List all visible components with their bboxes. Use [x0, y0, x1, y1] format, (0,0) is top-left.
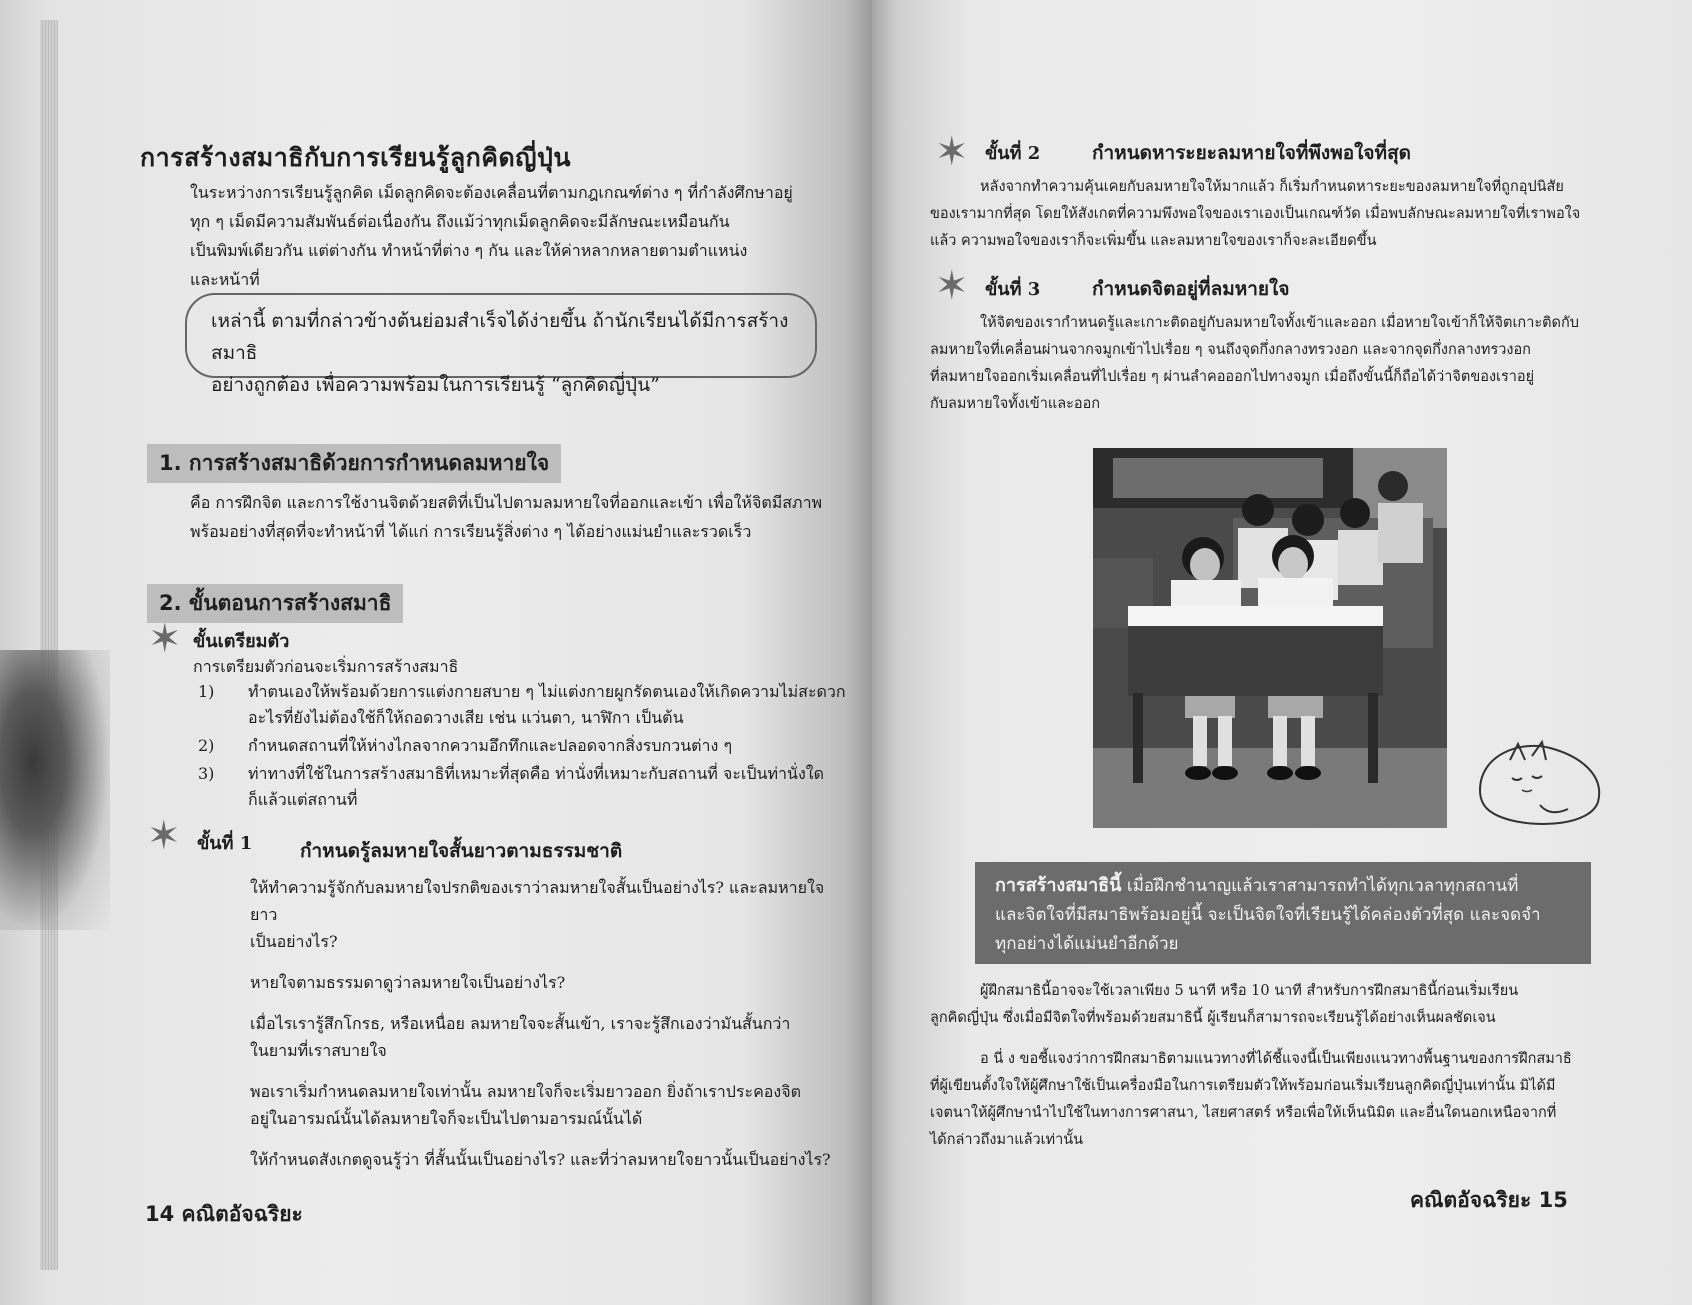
text-line: ให้จิตของเรากำหนดรู้และเกาะติดอยู่กับลมหายใจทั้งเข้าและออก เมื่อหายใจเข้าก็ให้จิตเกาะติดกับ	[980, 315, 1579, 331]
section-1-line: พร้อมอย่างที่สุดที่จะทำหน้าที่ ได้แก่ การเรียนรู้สิ่งต่าง ๆ ได้อย่างแม่นยำและรวดเร็ว	[190, 522, 752, 541]
section-2-heading: 2. ขั้นตอนการสร้างสมาธิ	[147, 584, 403, 623]
students-photo	[1093, 448, 1447, 828]
list-item	[198, 761, 848, 813]
star-icon: ✶	[935, 129, 969, 175]
item-line: อะไรที่ยังไม่ต้องใช้ก็ให้ถอดวางเสีย เช่น แว่นตา, นาฬิกา เป็นต้น	[248, 708, 684, 727]
step-1-title: กำหนดรู้ลมหายใจสั้นยาวตามธรรมชาติ	[300, 840, 623, 862]
text-line: หายใจตามธรรมดาดูว่าลมหายใจเป็นอย่างไร?	[250, 973, 566, 992]
section-1-body	[190, 488, 850, 546]
closing-paragraph-a	[930, 978, 1630, 1032]
step-1-paragraph	[250, 969, 850, 996]
step-3-label: ขั้นที่ 3	[985, 279, 1041, 300]
page-number: 14	[145, 1202, 175, 1226]
callout-line: เหล่านี้ ตามที่กล่าวข้างต้นย่อมสำเร็จได้ง่ายขึ้น ถ้านักเรียนได้มีการสร้างสมาธิ	[211, 310, 789, 364]
intro-line: เป็นพิมพ์เดียวกัน แต่ต่างกัน ทำหน้าที่ต่าง ๆ กัน และให้ค่าหลากหลายตามตำแหน่ง	[190, 241, 748, 260]
step-2-label: ขั้นที่ 2	[985, 143, 1041, 164]
text-line: ได้กล่าวถึงมาแล้วเท่านั้น	[930, 1132, 1084, 1148]
item-number: 2)	[198, 736, 215, 755]
text-line: อยู่ในอารมณ์นั้นได้ลมหายใจก็จะเป็นไปตามอารมณ์นั้นได้	[250, 1109, 643, 1128]
text-line: เมื่อไรเรารู้สึกโกรธ, หรือเหนื่อย ลมหายใจจะสั้นเข้า, เราจะรู้สึกเองว่ามันสั้นกว่า	[250, 1014, 791, 1033]
step-1-paragraph	[250, 1010, 850, 1064]
step-1-body	[250, 874, 850, 1187]
step-1-label: ขั้นที่ 1	[197, 833, 253, 854]
sleeping-cat-icon	[1470, 730, 1610, 830]
prep-list	[198, 679, 848, 815]
item-number: 3)	[198, 764, 215, 783]
list-item	[198, 679, 848, 731]
text-line: ให้ทำความรู้จักกับลมหายใจปรกติของเราว่าลมหายใจสั้นเป็นอย่างไร? และลมหายใจยาว	[250, 878, 825, 924]
text-line: ลูกคิดญี่ปุ่น ซึ่งเมื่อมีจิตใจที่พร้อมด้วยสมาธินี้ ผู้เรียนก็สามารถจะเรียนรู้ได้อย่างเห็นผลชัดเจน	[930, 1010, 1496, 1026]
text-line: ที่ลมหายใจออกเริ่มเคลื่อนที่ไปเรื่อย ๆ ผ่านลำคอออกไปทางจมูก เมื่อถึงขั้นนี้ก็ถือได้ว่าจิตของเราอยู่	[930, 369, 1535, 385]
text-line: ให้กำหนดสังเกตดูจนรู้ว่า ที่สั้นนั้นเป็นอย่างไร? และที่ว่าลมหายใจยาวนั้นเป็นอย่างไร?	[250, 1150, 831, 1169]
page-number: 15	[1538, 1188, 1568, 1212]
text-line: ที่ผู้เขียนตั้งใจให้ผู้ศึกษาใช้เป็นเครื่องมือในการเตรียมตัวให้พร้อมก่อนเริ่มเรียนลูกคิดญี่ปุ่นเท่านั้น มิได้มี	[930, 1078, 1556, 1094]
list-item	[198, 733, 848, 759]
item-line: กำหนดสถานที่ให้ห่างไกลจากความอึกทึกและปลอดจากสิ่งรบกวนต่าง ๆ	[248, 736, 733, 755]
text-line: เจตนาให้ผู้ศึกษานำไปใช้ในทางการศาสนา, ไสยศาสตร์ หรือเพื่อให้เห็นนิมิต และอื่นใดนอกเหนือจากที่	[930, 1105, 1557, 1121]
intro-line: ในระหว่างการเรียนรู้ลูกคิด เม็ดลูกคิดจะต้องเคลื่อนที่ตามกฎเกณฑ์ต่าง ๆ ที่กำลังศึกษาอยู่	[190, 183, 793, 202]
section-1-heading: 1. การสร้างสมาธิด้วยการกำหนดลมหายใจ	[147, 444, 561, 483]
text-line: ในยามที่เราสบายใจ	[250, 1041, 387, 1060]
item-line: ทำตนเองให้พร้อมด้วยการแต่งกายสบาย ๆ ไม่แต่งกายผูกรัดตนเองให้เกิดความไม่สะดวก	[248, 682, 846, 701]
step-2-title: กำหนดหาระยะลมหายใจที่พึงพอใจที่สุด	[1092, 142, 1412, 164]
star-icon: ✶	[935, 263, 969, 309]
text-line: แล้ว ความพอใจของเราก็จะเพิ่มขึ้น และลมหายใจของเราก็จะละเอียดขึ้น	[930, 233, 1377, 249]
text-line: ผู้ฝึกสมาธินี้อาจจะใช้เวลาเพียง 5 นาที หรือ 10 นาที สำหรับการฝึกสมาธินี้ก่อนเริ่มเรียน	[980, 983, 1519, 999]
note-text: เมื่อฝึกชำนาญแล้วเราสามารถทำได้ทุกเวลาทุกสถานที่	[1126, 876, 1519, 896]
note-lead: การสร้างสมาธินี้	[995, 875, 1122, 896]
item-line: ท่าทางที่ใช้ในการสร้างสมาธิที่เหมาะที่สุดคือ ท่านั่งที่เหมาะกับสถานที่ จะเป็นท่านั่งใด	[248, 764, 824, 783]
step-1-paragraph	[250, 1146, 850, 1173]
right-page-footer	[1410, 1184, 1568, 1217]
text-line: พอเราเริ่มกำหนดลมหายใจเท่านั้น ลมหายใจก็จะเริ่มยาวออก ยิ่งถ้าเราประคองจิต	[250, 1082, 801, 1101]
section-1-line: คือ การฝึกจิต และการใช้งานจิตด้วยสติที่เป็นไปตามลมหายใจที่ออกและเข้า เพื่อให้จิตมีสภาพ	[190, 493, 823, 512]
note-line	[995, 871, 1571, 901]
item-number: 1)	[198, 682, 215, 701]
note-text: ทุกอย่างได้แม่นยำอีกด้วย	[995, 934, 1179, 954]
page-title: การสร้างสมาธิกับการเรียนรู้ลูกคิดญี่ปุ่น	[140, 143, 571, 172]
note-box	[975, 862, 1591, 964]
step-3-body	[930, 310, 1630, 418]
item-line: ก็แล้วแต่สถานที่	[248, 790, 358, 809]
text-line: กับลมหายใจทั้งเข้าและออก	[930, 396, 1101, 412]
callout-box	[185, 293, 817, 396]
text-line: อ นี่ ง ขอชี้แจงว่าการฝึกสมาธิตามแนวทางที่ได้ชี้แจงนี้เป็นเพียงแนวทางพื้นฐานของการฝึกสมาธิ	[980, 1051, 1572, 1067]
star-icon: ✶	[148, 616, 182, 662]
left-page-footer	[145, 1198, 303, 1231]
callout-line: อย่างถูกต้อง เพื่อความพร้อมในการเรียนรู้ “ลูกคิดญี่ปุ่น”	[211, 374, 660, 396]
thumb-smudge	[0, 650, 110, 930]
note-text: และจิตใจที่มีสมาธิพร้อมอยู่นี้ จะเป็นจิตใจที่เรียนรู้ได้คล่องตัวที่สุด และจดจำ	[995, 905, 1541, 925]
book-title: คณิตอัจฉริยะ	[181, 1202, 303, 1226]
intro-line: ทุก ๆ เม็ดมีความสัมพันธ์ต่อเนื่องกัน ถึงแม้ว่าทุกเม็ดลูกคิดจะมีลักษณะเหมือนกัน	[190, 212, 730, 231]
page-edges	[40, 20, 58, 1270]
prep-title: ขั้นเตรียมตัว	[193, 631, 290, 652]
intro-line: และหน้าที่	[190, 270, 260, 289]
text-line: เป็นอย่างไร?	[250, 932, 338, 951]
step-3-title: กำหนดจิตอยู่ที่ลมหายใจ	[1092, 278, 1290, 300]
prep-intro: การเตรียมตัวก่อนจะเริ่มการสร้างสมาธิ	[193, 657, 459, 676]
closing-paragraph-b	[930, 1046, 1630, 1154]
star-icon: ✶	[147, 813, 181, 859]
text-line: ลมหายใจที่เคลื่อนผ่านจากจมูกเข้าไปเรื่อย ๆ จนถึงจุดกึ่งกลางทรวงอก และจากจุดกึ่งกลางทรวงอก	[930, 342, 1531, 358]
step-1-paragraph	[250, 874, 850, 955]
book-title: คณิตอัจฉริยะ	[1410, 1188, 1532, 1212]
text-line: ของเรามากที่สุด โดยให้สังเกตที่ความพึงพอใจของเราเองเป็นเกณฑ์วัด เมื่อพบลักษณะลมหายใจที่เราพอใจ	[930, 206, 1581, 222]
intro-paragraph	[190, 178, 830, 294]
step-2-body	[930, 174, 1630, 255]
students-photo-art	[1093, 448, 1447, 828]
text-line: หลังจากทำความคุ้นเคยกับลมหายใจให้มากแล้ว ก็เริ่มกำหนดหาระยะของลมหายใจที่ถูกอุปนิสัย	[980, 179, 1564, 195]
step-1-paragraph	[250, 1078, 850, 1132]
